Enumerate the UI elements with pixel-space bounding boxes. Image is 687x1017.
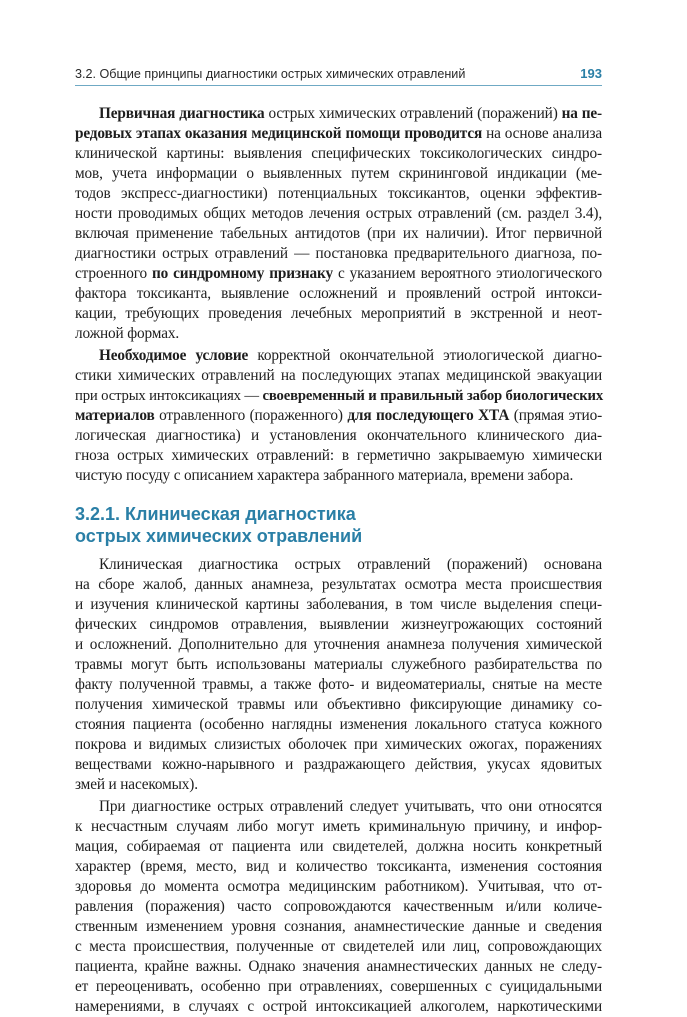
- text-line: характер (время, место, вид и количество токсиканта, изменения состояния: [75, 858, 602, 875]
- text-line: Первичная диагностика острых химических отравлений (поражений) на пе-: [99, 105, 602, 122]
- bold-term: Первичная диагностика: [99, 105, 265, 122]
- text-line: покрова и видимых слизистых оболочек при химических ожогах, поражениях: [75, 736, 602, 753]
- text-line: клинической картины: выявления специфических токсикологических синдро-: [75, 145, 602, 162]
- text-line: включая применение табельных антидотов (при их наличии). Итог первичной: [75, 225, 602, 242]
- text-line: ложной формах.: [75, 325, 180, 342]
- text-line: равления (поражения) часто сопровождаются качественным и/или количе-: [75, 898, 602, 915]
- text-line: строенного по синдромному признаку с указанием вероятного этиологического: [75, 265, 602, 282]
- text-line: здоровья до момента осмотра медицинским работником). Учитывая, что от-: [75, 878, 602, 895]
- text-line: получения химической травмы или объективно фиксирующие динамику со-: [75, 696, 602, 713]
- text-line: и осложнений. Дополнительно для уточнения анамнеза получения химической: [75, 636, 602, 653]
- running-header: [75, 66, 602, 81]
- text-line: гноза острых химических отравлений: в герметично закрываемую химически: [75, 447, 602, 464]
- section-heading-line-1: 3.2.1. Клиническая диагностика: [75, 504, 356, 524]
- text-line: стики химических отравлений на последующих этапах медицинской эвакуации: [75, 367, 602, 384]
- text-line: мов, учета информации о выявленных путем скрининговой индикации (ме-: [75, 165, 602, 182]
- text-line: факту полученной травмы, а также фото- и видеоматериалы, снятые на месте: [75, 676, 602, 693]
- text-line: ет переоценивать, особенно при отравлениях, совершенных с суицидальными: [75, 978, 602, 995]
- text-line: фических синдромов отравления, выявлении жизнеугрожающих состояний: [75, 616, 602, 633]
- text-line: пациента, крайне важны. Однако значения анамнестических данных не следу-: [75, 958, 602, 975]
- text-line: тодов экспресс-диагностики) потенциальных токсикантов, оценки эффектив-: [75, 185, 602, 202]
- text-line: ственным изменением уровня сознания, анамнестические данные и сведения: [75, 918, 602, 935]
- text-line: редовых этапах оказания медицинской помощи проводится на основе анализа: [75, 125, 602, 142]
- text-line: фактора токсиканта, выявление осложнений и проявлений острой интокси-: [75, 285, 602, 302]
- text-line: При диагностике острых отравлений следует учитывать, что они относятся: [99, 798, 602, 815]
- text-line: и изучения клинической картины заболевания, в том числе выделения специ-: [75, 596, 602, 613]
- text-line: Необходимое условие корректной окончательной этиологической диагно-: [99, 347, 602, 364]
- text-line: травмы могут быть использованы материалы служебного разбирательства по: [75, 656, 602, 673]
- text-line: змей и насекомых).: [75, 776, 198, 793]
- text-line: на сборе жалоб, данных анамнеза, результатах осмотра места происшествия: [75, 576, 602, 593]
- text-line: веществами кожно-нарывного и раздражающего действия, укусах ядовитых: [75, 756, 602, 773]
- header-divider: [75, 85, 602, 86]
- text-line: к несчастным случаям либо могут иметь криминальную причину, и инфор-: [75, 818, 602, 835]
- text-line: кации, требующих проведения лечебных мероприятий в экстренной и неот-: [75, 305, 602, 322]
- text-line: логическая диагностика) и установления окончательного клинического диа-: [75, 427, 602, 444]
- text-line: чистую посуду с описанием характера забранного материала, времени забора.: [75, 467, 574, 484]
- text-line: Клиническая диагностика острых отравлений (поражений) основана: [99, 556, 602, 573]
- page-number: 193: [580, 66, 602, 81]
- text-line: с места происшествия, полученные от свидетелей или лиц, сопровождающих: [75, 938, 602, 955]
- section-heading-line-2: острых химических отравлений: [75, 526, 363, 546]
- text-line: мация, собираемая от пациента или свидетелей, должна носить конкретный: [75, 838, 602, 855]
- text-line: намерениями, в случаях с острой интоксикацией алкоголем, наркотическими: [75, 998, 602, 1015]
- text-line: диагностики острых отравлений — постановка предварительного диагноза, по-: [75, 245, 602, 262]
- text-line: ности проводимых общих методов лечения острых отравлений (см. раздел 3.4),: [75, 205, 602, 222]
- text-line: стояния пациента (особенно наглядны изменения локального статуса кожного: [75, 716, 602, 733]
- text-line: при острых интоксикациях — своевременный и правильный забор биологических: [75, 388, 604, 404]
- running-header-title: 3.2. Общие принципы диагностики острых химических отравлений: [75, 67, 466, 81]
- text-line: материалов отравленного (пораженного) для последующего ХТА (прямая этио-: [75, 407, 603, 424]
- bold-term: Необходимое условие: [99, 347, 249, 364]
